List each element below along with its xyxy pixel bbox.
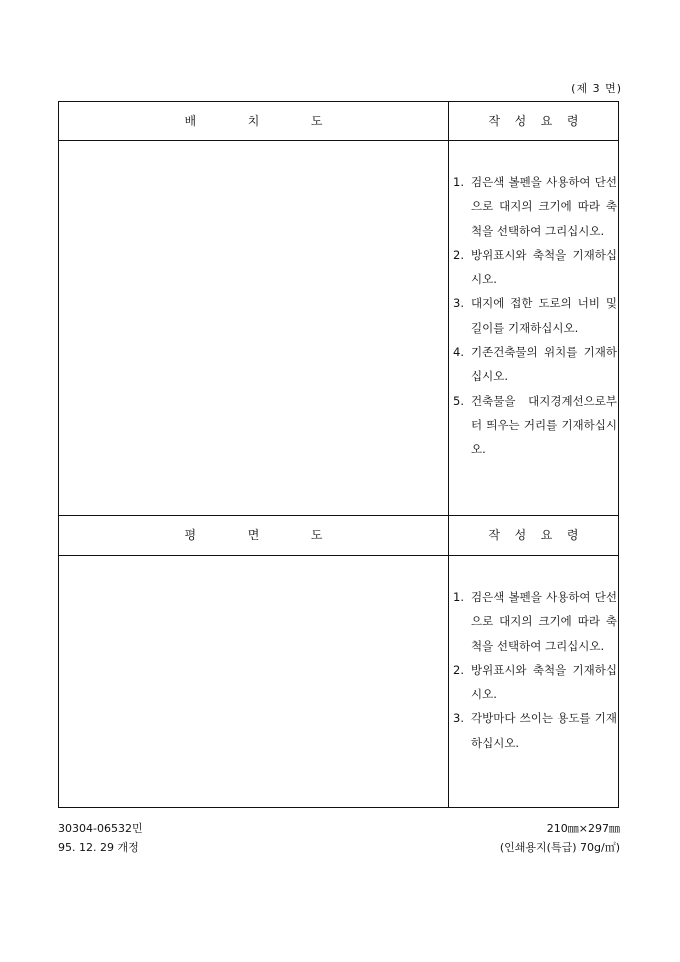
floor-title-char: 평 xyxy=(184,528,197,542)
revision-date: 95. 12. 29 개정 xyxy=(58,841,139,854)
instruction-text: 방위표시와 축척을 기재하십시오. xyxy=(471,247,617,287)
instruction-item xyxy=(453,243,617,292)
instruction-item xyxy=(453,291,617,340)
instruction-text: 건축물을 대지경계선으로부터 띄우는 거리를 기재하십시오. xyxy=(471,393,617,457)
guide-title-char: 성 xyxy=(514,528,527,542)
instruction-item xyxy=(453,389,617,462)
layout-guide-header xyxy=(449,102,618,140)
page-number-label: (제 3 면) xyxy=(571,82,622,95)
instruction-text: 검은색 볼펜을 사용하여 단선으로 대지의 크기에 따라 축척을 선택하여 그리십시오. xyxy=(471,590,617,653)
layout-title-char: 도 xyxy=(310,114,323,128)
layout-plan-header xyxy=(59,102,448,140)
instruction-text: 각방마다 쓰이는 용도를 기재하십시오. xyxy=(471,711,617,750)
floor-plan-header xyxy=(59,516,448,554)
instruction-number: 3. xyxy=(453,711,464,726)
instruction-item xyxy=(453,170,617,243)
instruction-text: 대지에 접한 도로의 너비 및 길이를 기재하십시오. xyxy=(471,296,617,335)
paper-spec: (인쇄용지(특급) 70g/㎡) xyxy=(499,841,620,854)
guide-title-char: 령 xyxy=(566,114,579,128)
layout-title-char: 치 xyxy=(247,114,260,128)
form-table xyxy=(58,101,619,808)
floor-title-char: 면 xyxy=(247,528,260,542)
instruction-number: 4. xyxy=(453,345,464,360)
instruction-number: 5. xyxy=(453,393,464,408)
floor-instructions xyxy=(453,585,617,755)
floor-title-char: 도 xyxy=(310,528,323,542)
instruction-item xyxy=(453,340,617,389)
layout-title-char: 배 xyxy=(184,114,197,128)
footer-right xyxy=(420,819,620,857)
instruction-number: 1. xyxy=(453,590,464,604)
instruction-text: 검은색 볼펜을 사용하여 단선으로 대지의 크기에 따라 축척을 선택하여 그리십시오. xyxy=(471,175,617,238)
floor-guide-header xyxy=(449,516,618,554)
guide-title-char: 작 xyxy=(488,114,501,128)
guide-title-char: 요 xyxy=(540,528,553,542)
layout-instructions xyxy=(453,170,617,462)
floor-drawing-area xyxy=(59,556,448,807)
instruction-text: 기존건축물의 위치를 기재하십시오. xyxy=(471,345,617,384)
guide-title-char: 성 xyxy=(514,114,527,128)
instruction-item xyxy=(453,658,617,707)
paper-size: 210㎜×297㎜ xyxy=(546,822,620,835)
instruction-item xyxy=(453,585,617,658)
instruction-text: 방위표시와 축척을 기재하십시오. xyxy=(471,662,617,702)
instruction-number: 2. xyxy=(453,662,464,677)
guide-title-char: 령 xyxy=(566,528,579,542)
instruction-number: 2. xyxy=(453,247,464,262)
footer-left xyxy=(58,819,143,857)
instruction-number: 3. xyxy=(453,296,464,311)
column-divider xyxy=(448,102,449,807)
instruction-item xyxy=(453,706,617,755)
instruction-number: 1. xyxy=(453,175,464,189)
guide-title-char: 작 xyxy=(488,528,501,542)
layout-drawing-area xyxy=(59,141,448,515)
form-number: 30304-06532민 xyxy=(58,822,143,835)
guide-title-char: 요 xyxy=(540,114,553,128)
